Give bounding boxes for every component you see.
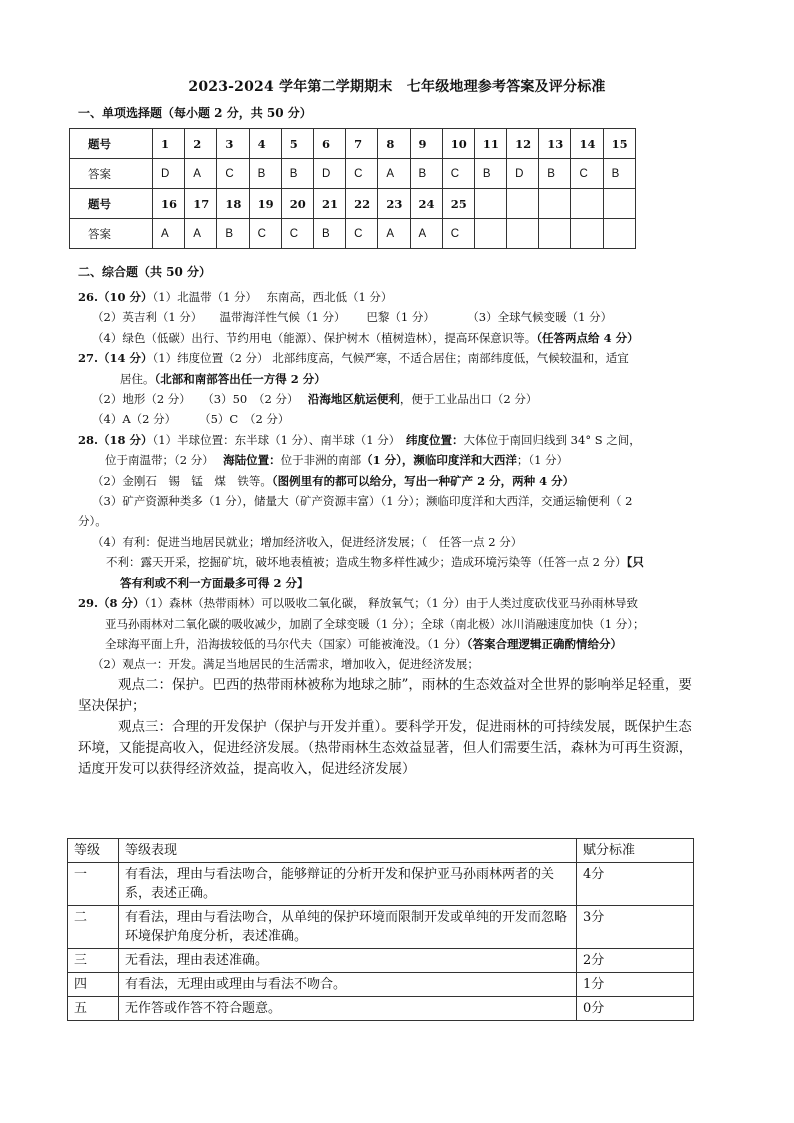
q29-line9: 适度开发可以获得经济效益，提高收入，促进经济发展） [78, 760, 416, 777]
q26-line2: （2）英吉利（1 分） 温带海洋性气候（1 分） 巴黎（1 分） （3）全球气候变暖（1 分） [92, 310, 613, 325]
question-number: 3 [217, 129, 249, 159]
answer-cell: A [378, 159, 410, 189]
grade-level: 三 [68, 949, 119, 973]
table-row [70, 219, 636, 249]
grade-score: 4分 [577, 863, 694, 906]
q28-line2 [78, 450, 738, 470]
row-label: 题号 [70, 189, 153, 219]
q29-line3 [78, 634, 738, 654]
answer-cell: B [539, 159, 571, 189]
q29-text: 全球海平面上升，沿海拔较低的马尔代夫（国家）可能被淹没。（1 分） [105, 636, 467, 651]
question-number: 13 [539, 129, 571, 159]
question-number: 12 [507, 129, 539, 159]
answer-cell: A [185, 159, 217, 189]
answer-cell: A [153, 219, 185, 249]
question-number: 7 [346, 129, 378, 159]
q28-scoring-note: 【只 [626, 555, 644, 570]
grade-level: 一 [68, 863, 119, 906]
column-header: 等级 [68, 839, 119, 863]
empty-cell [571, 189, 603, 219]
grade-description: 有看法，理由与看法吻合，从单纯的保护环境而限制开发或单纯的开发而忽略环境保护角度分析，表述准确。 [119, 906, 577, 949]
empty-cell [474, 189, 506, 219]
q26-text: （1）北温带（1 分） 东南高，西北低（1 分） [152, 290, 393, 304]
q29-line1 [78, 593, 738, 613]
q28-line8: 答有利或不利一方面最多可得 2 分】 [120, 575, 309, 590]
q28-line7 [78, 552, 738, 572]
question-number: 19 [249, 189, 281, 219]
empty-cell [507, 189, 539, 219]
q28-scoring-note: （图例里有的都可以给分，写出一种矿产 2 分，两种 4 分） [271, 473, 575, 488]
q28-text: 位于非洲的南部 [280, 453, 362, 468]
q27-line2 [78, 369, 738, 389]
grade-description: 有看法，无理由或理由与看法不吻合。 [119, 973, 577, 997]
table-row [70, 129, 636, 159]
q29-text: （1）森林（热带雨林）可以吸收二氧化碳， 释放氧气；（1 分）由于人类过度砍伐亚马孙雨林导致 [144, 596, 638, 611]
answer-cell: B [217, 219, 249, 249]
question-number: 6 [313, 129, 345, 159]
q27-text: ，便于工业品出口（2 分） [399, 392, 538, 407]
question-number: 22 [346, 189, 378, 219]
question-number: 21 [313, 189, 345, 219]
empty-cell [571, 219, 603, 249]
answer-cell: B [249, 159, 281, 189]
grade-level: 五 [68, 997, 119, 1021]
row-label: 题号 [70, 129, 153, 159]
answer-cell: B [603, 159, 635, 189]
q26-line3 [78, 328, 738, 348]
q27-head: 27.（14 分） [78, 351, 153, 366]
column-header: 赋分标准 [577, 839, 694, 863]
q28-text: （1）半球位置：东半球（1 分）、南半球（1 分） [152, 432, 407, 447]
grade-description: 无作答或作答不符合题意。 [119, 997, 577, 1021]
answer-cell: C [249, 219, 281, 249]
empty-cell [603, 189, 635, 219]
q28-key-point: 纬度位置： [406, 432, 464, 447]
question-number: 5 [281, 129, 313, 159]
answer-cell: C [571, 159, 603, 189]
section1-heading: 一、单项选择题（每小题 2 分，共 50 分） [78, 106, 312, 120]
question-number: 18 [217, 189, 249, 219]
question-number: 10 [442, 129, 474, 159]
table-header-row [68, 839, 694, 863]
q29-scoring-note: （答案合理逻辑正确酌情给分） [466, 636, 622, 651]
answer-cell: B [410, 159, 442, 189]
q28-text: 位于南温带；（2 分） [105, 453, 224, 468]
table-row [70, 159, 636, 189]
section2-heading: 二、综合题（共 50 分） [78, 265, 212, 279]
question-number: 15 [603, 129, 635, 159]
empty-cell [507, 219, 539, 249]
q28-line1 [78, 430, 738, 450]
mc-answer-table [69, 128, 636, 249]
answer-cell: C [346, 219, 378, 249]
grade-level: 四 [68, 973, 119, 997]
empty-cell [474, 219, 506, 249]
q27-scoring-note: （北部和南部答出任一方得 2 分） [154, 371, 326, 386]
q28-text: 大体位于南回归线到 34° S 之间， [463, 432, 641, 447]
q27-text: 居住。 [120, 371, 155, 386]
grading-table [67, 838, 694, 1021]
row-label: 答案 [70, 219, 153, 249]
grade-score: 0分 [577, 997, 694, 1021]
grade-score: 3分 [577, 906, 694, 949]
answer-cell: C [217, 159, 249, 189]
table-row [68, 997, 694, 1021]
answer-cell: C [442, 219, 474, 249]
question-number: 24 [410, 189, 442, 219]
empty-cell [539, 189, 571, 219]
q26-text: （4）绿色（低碳）出行、节约用电（能源）、保护树木（植树造林），提高环保意识等。 [92, 330, 537, 345]
q26-line1 [78, 287, 738, 307]
answer-cell: C [281, 219, 313, 249]
grade-score: 2分 [577, 949, 694, 973]
q27-text: （1）纬度位置（2 分） 北部纬度高，气候严寒，不适合居住；南部纬度低，气候较温和，适宜 [152, 351, 629, 366]
question-number: 16 [153, 189, 185, 219]
answer-cell: A [378, 219, 410, 249]
answer-cell: B [313, 219, 345, 249]
answer-cell: C [442, 159, 474, 189]
answer-cell: B [281, 159, 313, 189]
q28-head: 28.（18 分） [78, 432, 153, 447]
grade-description: 无看法，理由表述准确。 [119, 949, 577, 973]
q29-line5: 观点二：保护。巴西的热带雨林被称为地球之肺”，雨林的生态效益对全世界的影响举足轻重，要 [118, 676, 692, 693]
grade-score: 1分 [577, 973, 694, 997]
q28-line3 [78, 471, 738, 491]
q28-line5: 分）。 [78, 514, 107, 529]
question-number: 11 [474, 129, 506, 159]
q28-text: ；（1 分） [516, 453, 569, 468]
q27-line1 [78, 348, 738, 368]
table-row [68, 949, 694, 973]
q29-line7: 观点三：合理的开发保护（保护与开发并重）。要科学开发，促进雨林的可持续发展，既保护生态 [118, 718, 692, 735]
grade-level: 二 [68, 906, 119, 949]
question-number: 17 [185, 189, 217, 219]
q28-text: （2）金刚石 锡 锰 煤 铁等。 [92, 473, 272, 488]
answer-cell: B [474, 159, 506, 189]
q27-key-point: 沿海地区航运便利 [307, 392, 400, 407]
q26-head: 26.（10 分） [78, 290, 153, 304]
answer-cell: D [313, 159, 345, 189]
answer-cell: A [410, 219, 442, 249]
q29-head: 29.（8 分） [78, 596, 145, 611]
q28-line4: （3）矿产资源种类多（1 分），储量大（矿产资源丰富）（1 分）；濒临印度洋和大西洋，交通运输便利（ 2 [92, 494, 633, 509]
q29-line6: 坚决保护； [78, 697, 146, 714]
answer-cell: A [185, 219, 217, 249]
question-number: 25 [442, 189, 474, 219]
q27-line3 [78, 389, 738, 409]
section2-body [78, 287, 738, 780]
question-number: 14 [571, 129, 603, 159]
question-number: 23 [378, 189, 410, 219]
answer-cell: C [346, 159, 378, 189]
q28-key-point: 濒临印度洋和大西洋 [413, 453, 517, 468]
question-number: 20 [281, 189, 313, 219]
q29-line8: 环境，又能提高收入，促进经济发展。（热带雨林生态效益显著，但人们需要生活，森林为可再生资源， [78, 739, 693, 756]
table-row [68, 863, 694, 906]
question-number: 8 [378, 129, 410, 159]
table-row [68, 906, 694, 949]
q28-key-point: 海陆位置： [223, 453, 281, 468]
column-header: 等级表现 [119, 839, 577, 863]
q28-text: （1 分）， [361, 453, 414, 468]
empty-cell [539, 219, 571, 249]
table-row [68, 973, 694, 997]
row-label: 答案 [70, 159, 153, 189]
question-number: 2 [185, 129, 217, 159]
question-number: 4 [249, 129, 281, 159]
q27-line4: （4）A（2 分） （5）C （2 分） [92, 412, 290, 427]
q28-line6: （4）有利：促进当地居民就业；增加经济收入，促进经济发展；（ 任答一点 2 分） [92, 534, 523, 549]
q29-line2: 亚马孙雨林对二氧化碳的吸收减少，加剧了全球变暖（1 分）；全球（南北极）冰川消融速度加快（1 分）； [105, 616, 645, 631]
answer-cell: D [507, 159, 539, 189]
empty-cell [603, 219, 635, 249]
answer-cell: D [153, 159, 185, 189]
q28-text: 不利：露天开采，挖掘矿坑，破坏地表植被；造成生物多样性减少；造成环境污染等（任答一点 2 分） [106, 555, 627, 570]
q29-line4: （2）观点一：开发。满足当地居民的生活需求，增加收入，促进经济发展； [92, 657, 479, 672]
grade-description: 有看法，理由与看法吻合，能够辩证的分析开发和保护亚马孙雨林两者的关系，表述正确。 [119, 863, 577, 906]
question-number: 9 [410, 129, 442, 159]
page-title: 2023-2024 学年第二学期期末 七年级地理参考答案及评分标准 [188, 79, 606, 95]
q26-scoring-note: （任答两点给 4 分） [536, 330, 639, 345]
question-number: 1 [153, 129, 185, 159]
q27-text: （2）地形（2 分） （3）50 （2 分） [92, 392, 308, 407]
table-row [70, 189, 636, 219]
